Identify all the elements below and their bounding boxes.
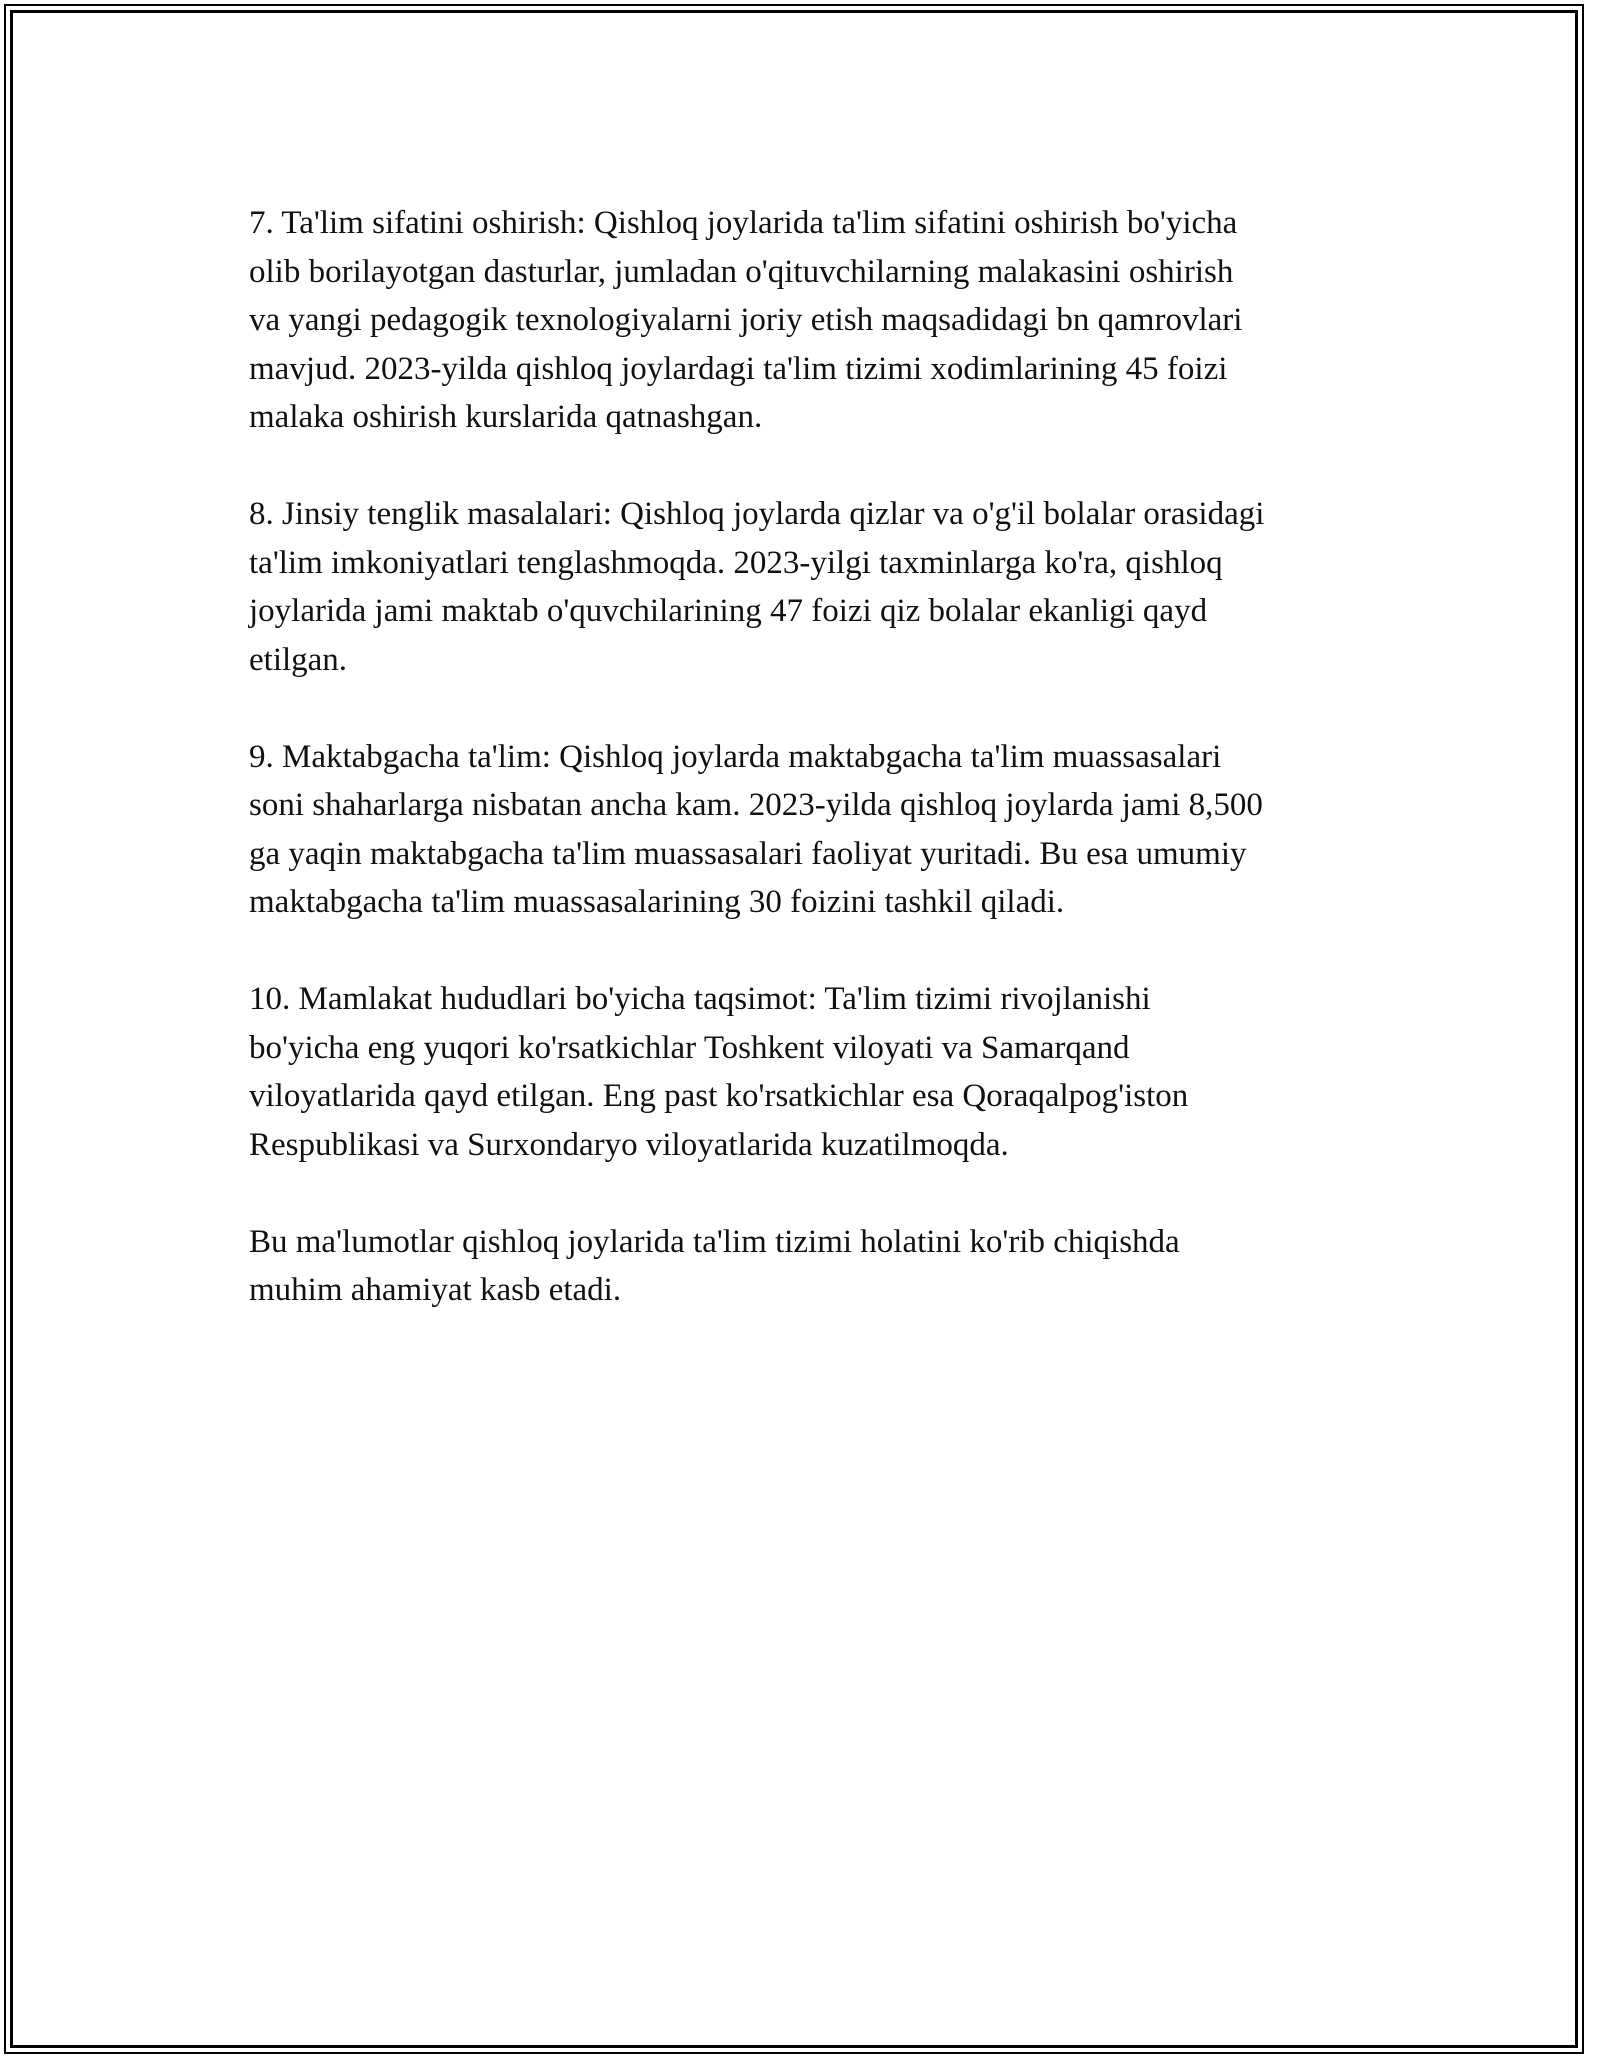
text-line: va yangi pedagogik texnologiyalarni joriy etish maqsadidagi bn qamrovlari <box>249 302 1243 338</box>
document-body <box>249 199 1379 1363</box>
paragraph-gender-equality <box>249 490 1379 684</box>
page-frame <box>10 10 1578 2048</box>
text-line: bo'yicha eng yuqori ko'rsatkichlar Toshkent viloyati va Samarqand <box>249 1029 1130 1066</box>
text-line: 10. Mamlakat hududlari bo'yicha taqsimot: Ta'lim tizimi rivojlanishi <box>249 981 1151 1017</box>
text-line: joylarida jami maktab o'quvchilarining 47 foizi qiz bolalar ekanligi qayd <box>249 593 1208 629</box>
text-line: 7. Ta'lim sifatini oshirish: Qishloq joylarida ta'lim sifatini oshirish bo'yicha <box>249 205 1238 241</box>
text-line: maktabgacha ta'lim muassasalarining 30 foizini tashkil qiladi. <box>249 884 1065 920</box>
paragraph-education-quality <box>249 199 1379 442</box>
text-line: 8. Jinsiy tenglik masalalari: Qishloq joylarda qizlar va o'g'il bolalar orasidagi <box>249 496 1265 532</box>
text-line: mavjud. 2023-yilda qishloq joylardagi ta'lim tizimi xodimlarining 45 foizi <box>249 350 1228 387</box>
text-line: Bu ma'lumotlar qishloq joylarida ta'lim tizimi holatini ko'rib chiqishda <box>249 1223 1180 1260</box>
text-line: Respublikasi va Surxondaryo viloyatlarida kuzatilmoqda. <box>249 1126 1009 1163</box>
text-line: muhim ahamiyat kasb etadi. <box>249 1272 622 1308</box>
text-line: viloyatlarida qayd etilgan. Eng past ko'rsatkichlar esa Qoraqalpog'iston <box>249 1078 1189 1114</box>
text-line: 9. Maktabgacha ta'lim: Qishloq joylarda maktabgacha ta'lim muassasalari <box>249 738 1222 775</box>
text-line: ta'lim imkoniyatlari tenglashmoqda. 2023-yilgi taxminlarga ko'ra, qishloq <box>249 544 1223 581</box>
text-line: malaka oshirish kurslarida qatnashgan. <box>249 399 763 435</box>
paragraph-preschool-education <box>249 733 1379 927</box>
paragraph-conclusion <box>249 1218 1379 1315</box>
paragraph-regional-distribution <box>249 975 1379 1169</box>
text-line: olib borilayotgan dasturlar, jumladan o'qituvchilarning malakasini oshirish <box>249 253 1234 290</box>
text-line: ga yaqin maktabgacha ta'lim muassasalari faoliyat yuritadi. Bu esa umumiy <box>249 835 1247 872</box>
text-line: soni shaharlarga nisbatan ancha kam. 2023-yilda qishloq joylarda jami 8,500 <box>249 787 1263 823</box>
text-line: etilgan. <box>249 641 348 678</box>
